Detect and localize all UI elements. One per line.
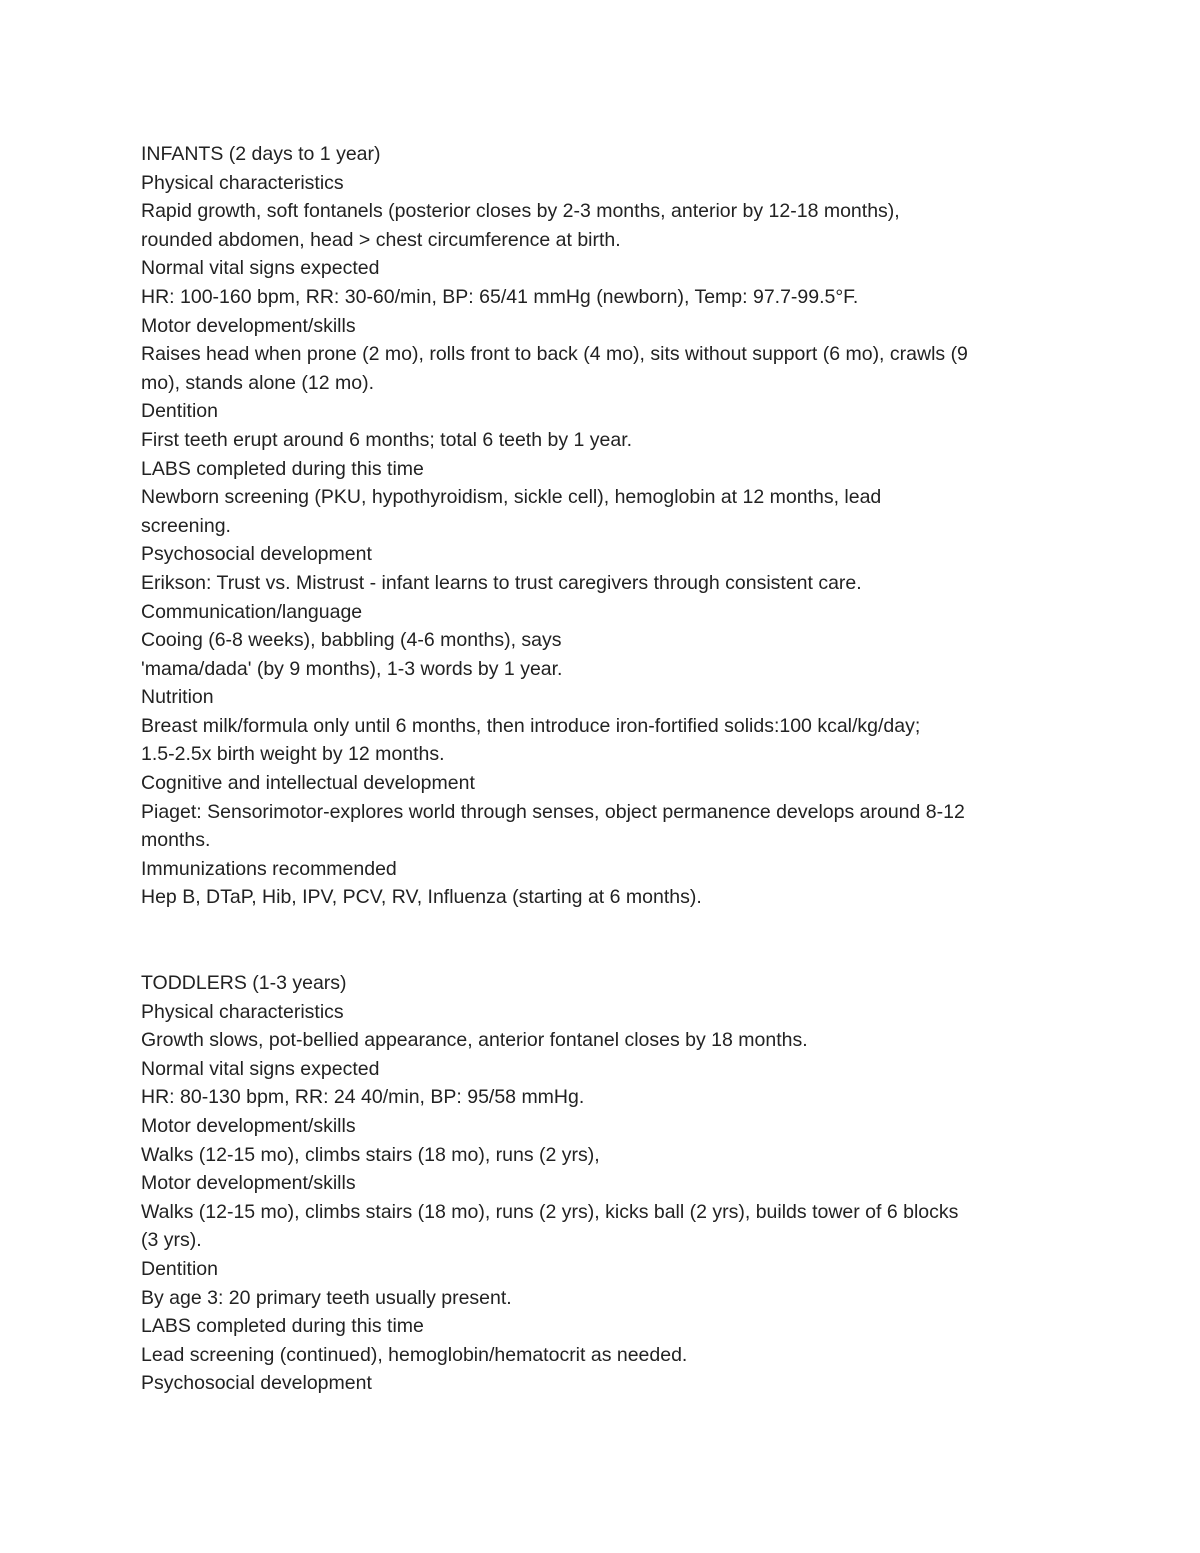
text-labs-line-1: Newborn screening (PKU, hypothyroidism, sickle cell), hemoglobin at 12 months, lead (141, 486, 882, 509)
text-motor-repeat-line-1: Walks (12-15 mo), climbs stairs (18 mo), runs (2 yrs), kicks ball (2 yrs), builds tower of 6 blocks (141, 1200, 959, 1223)
text-motor-line-2: mo), stands alone (12 mo). (141, 371, 375, 394)
text-psychosocial: Erikson: Trust vs. Mistrust - infant learns to trust caregivers through consistent care. (141, 571, 862, 594)
text-motor-line-1: Walks (12-15 mo), climbs stairs (18 mo), runs (2 yrs), (141, 1143, 600, 1166)
text-physical: Growth slows, pot-bellied appearance, anterior fontanel closes by 18 months. (141, 1029, 808, 1052)
heading-cognitive: Cognitive and intellectual development (141, 772, 475, 795)
heading-labs: LABS completed during this time (141, 457, 424, 480)
infants-section (141, 140, 1061, 912)
text-labs: Lead screening (continued), hemoglobin/hematocrit as needed. (141, 1343, 688, 1366)
heading-psychosocial: Psychosocial development (141, 1372, 372, 1395)
text-immunizations: Hep B, DTaP, Hib, IPV, PCV, RV, Influenza (starting at 6 months). (141, 886, 702, 909)
text-dentition: By age 3: 20 primary teeth usually present. (141, 1286, 512, 1309)
section-spacer (141, 912, 1061, 969)
heading-physical-characteristics: Physical characteristics (141, 171, 344, 194)
section-title-infants: INFANTS (2 days to 1 year) (141, 143, 381, 165)
text-vital-signs: HR: 80-130 bpm, RR: 24 40/min, BP: 95/58 mmHg. (141, 1086, 585, 1109)
text-communication-line-1: Cooing (6-8 weeks), babbling (4-6 months), says (141, 629, 562, 652)
text-nutrition-line-2: 1.5-2.5x birth weight by 12 months. (141, 743, 445, 766)
text-nutrition-line-1: Breast milk/formula only until 6 months, then introduce iron-fortified solids:100 kcal/kg/day; (141, 714, 921, 737)
heading-physical-characteristics: Physical characteristics (141, 1000, 344, 1023)
text-physical-line-1: Rapid growth, soft fontanels (posterior closes by 2-3 months, anterior by 12-18 months), (141, 200, 900, 223)
text-cognitive-line-1: Piaget: Sensorimotor-explores world through senses, object permanence develops around 8-12 (141, 800, 965, 823)
text-dentition: First teeth erupt around 6 months; total 6 teeth by 1 year. (141, 428, 633, 451)
text-motor-repeat-line-2: (3 yrs). (141, 1229, 202, 1252)
text-vital-signs: HR: 100-160 bpm, RR: 30-60/min, BP: 65/41 mmHg (newborn), Temp: 97.7-99.5°F. (141, 285, 859, 308)
text-motor-line-1: Raises head when prone (2 mo), rolls front to back (4 mo), sits without support (6 mo), crawls (9 (141, 343, 968, 366)
heading-vital-signs: Normal vital signs expected (141, 1057, 380, 1080)
toddlers-section (141, 969, 1061, 1398)
document-body (141, 140, 1061, 1398)
heading-dentition: Dentition (141, 400, 218, 423)
heading-motor-development-repeat: Motor development/skills (141, 1172, 356, 1195)
heading-dentition: Dentition (141, 1257, 218, 1280)
heading-psychosocial: Psychosocial development (141, 543, 372, 566)
text-communication-line-2: 'mama/dada' (by 9 months), 1-3 words by 1 year. (141, 657, 563, 680)
heading-immunizations: Immunizations recommended (141, 857, 397, 880)
heading-vital-signs: Normal vital signs expected (141, 257, 380, 280)
text-physical-line-2: rounded abdomen, head > chest circumference at birth. (141, 228, 621, 251)
section-title-toddlers: TODDLERS (1-3 years) (141, 972, 347, 995)
heading-motor-development: Motor development/skills (141, 1115, 356, 1137)
heading-motor-development: Motor development/skills (141, 314, 356, 337)
heading-communication: Communication/language (141, 600, 363, 623)
text-cognitive-line-2: months. (141, 829, 211, 852)
text-labs-line-2: screening. (141, 514, 231, 537)
heading-nutrition: Nutrition (141, 686, 214, 709)
heading-labs: LABS completed during this time (141, 1315, 424, 1338)
